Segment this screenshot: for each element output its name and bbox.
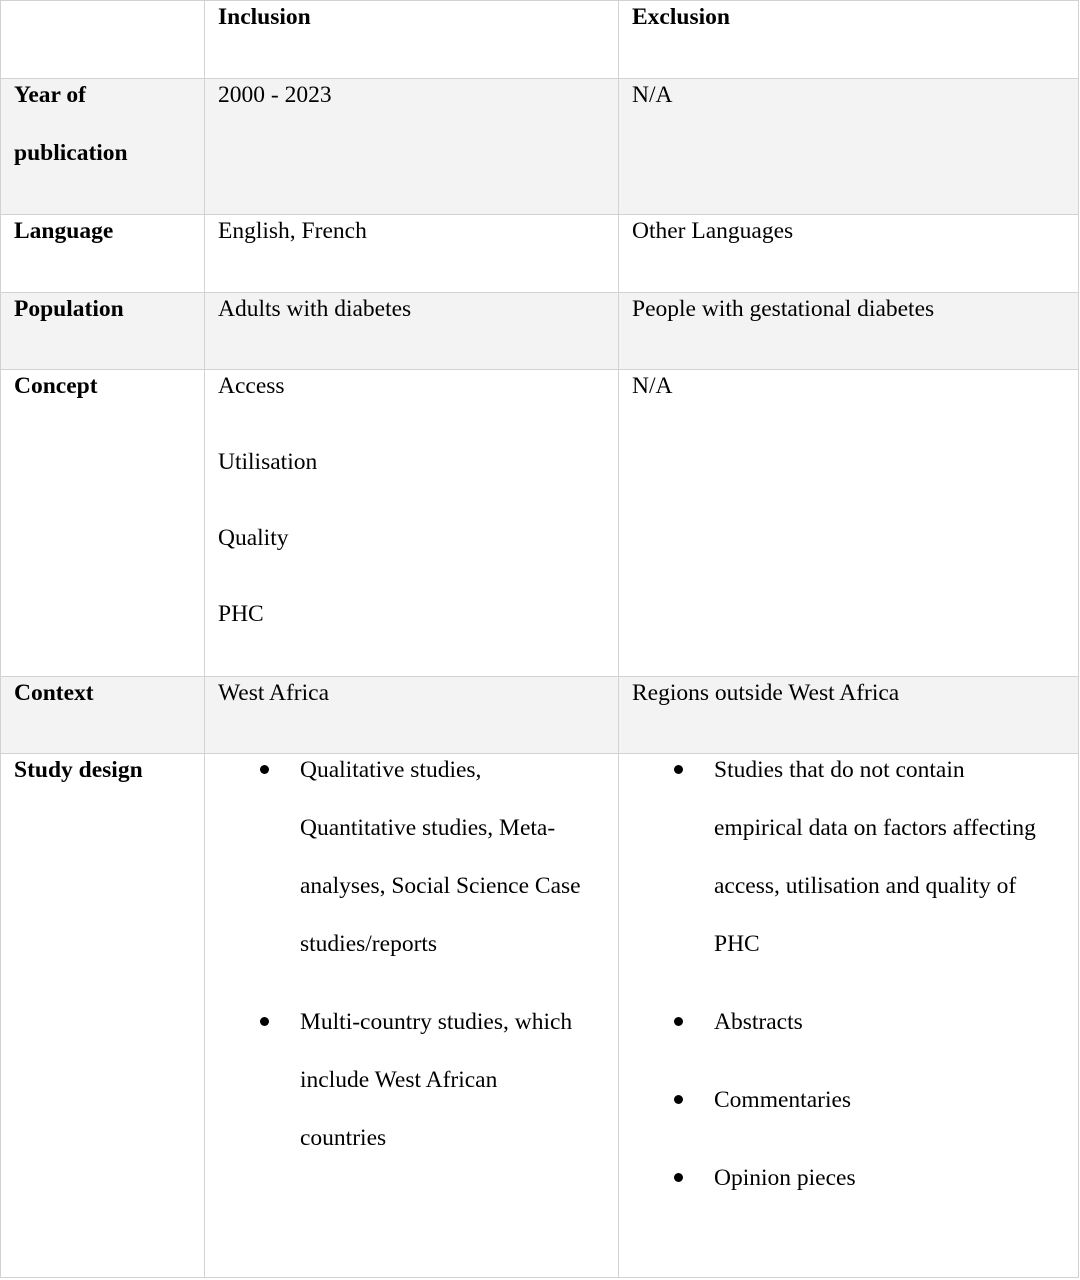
concept-item: Access (218, 373, 285, 399)
row-label: Language (1, 215, 205, 293)
row-label: Study design (1, 754, 205, 1278)
exclusion-cell: N/A (619, 370, 1079, 677)
list-item: Studies that do not contain empirical data on factors affecting access, utilisation and quality of PHC (632, 741, 1066, 973)
list-item: Opinion pieces (632, 1149, 1066, 1207)
inclusion-cell (205, 370, 619, 677)
inclusion-cell: English, French (205, 215, 619, 293)
inclusion-cell: Adults with diabetes (205, 293, 619, 370)
row-label: Context (1, 677, 205, 754)
row-concept (1, 370, 1079, 677)
exclusion-cell: Regions outside West Africa (619, 677, 1079, 754)
list-item: Commentaries (632, 1071, 1066, 1129)
inclusion-bullet-list (218, 741, 606, 1167)
concept-item: PHC (218, 601, 264, 627)
bullet-icon (260, 765, 269, 774)
list-item: Multi-country studies, which include West African countries (218, 993, 606, 1167)
inclusion-cell: West Africa (205, 677, 619, 754)
row-label (1, 79, 205, 215)
row-year-of-publication (1, 79, 1079, 215)
list-item: Qualitative studies, Quantitative studies, Meta- analyses, Social Science Case studies/reports (218, 741, 606, 973)
label-line: publication (14, 140, 128, 166)
exclusion-cell: Other Languages (619, 215, 1079, 293)
row-study-design (1, 754, 1079, 1278)
inclusion-cell: 2000 - 2023 (205, 79, 619, 215)
header-inclusion: Inclusion (205, 1, 619, 79)
concept-item: Utilisation (218, 449, 318, 475)
exclusion-cell (619, 754, 1079, 1278)
exclusion-bullet-list (632, 741, 1066, 1207)
bullet-icon (260, 1017, 269, 1026)
exclusion-cell: N/A (619, 79, 1079, 215)
row-label: Concept (1, 370, 205, 677)
bullet-icon (674, 1017, 683, 1026)
concept-item: Quality (218, 525, 289, 551)
exclusion-cell: People with gestational diabetes (619, 293, 1079, 370)
bullet-icon (674, 1173, 683, 1182)
list-item: Abstracts (632, 993, 1066, 1051)
row-label: Population (1, 293, 205, 370)
bullet-icon (674, 765, 683, 774)
header-exclusion: Exclusion (619, 1, 1079, 79)
inclusion-cell (205, 754, 619, 1278)
label-line: Year of (14, 82, 87, 108)
bullet-icon (674, 1095, 683, 1104)
